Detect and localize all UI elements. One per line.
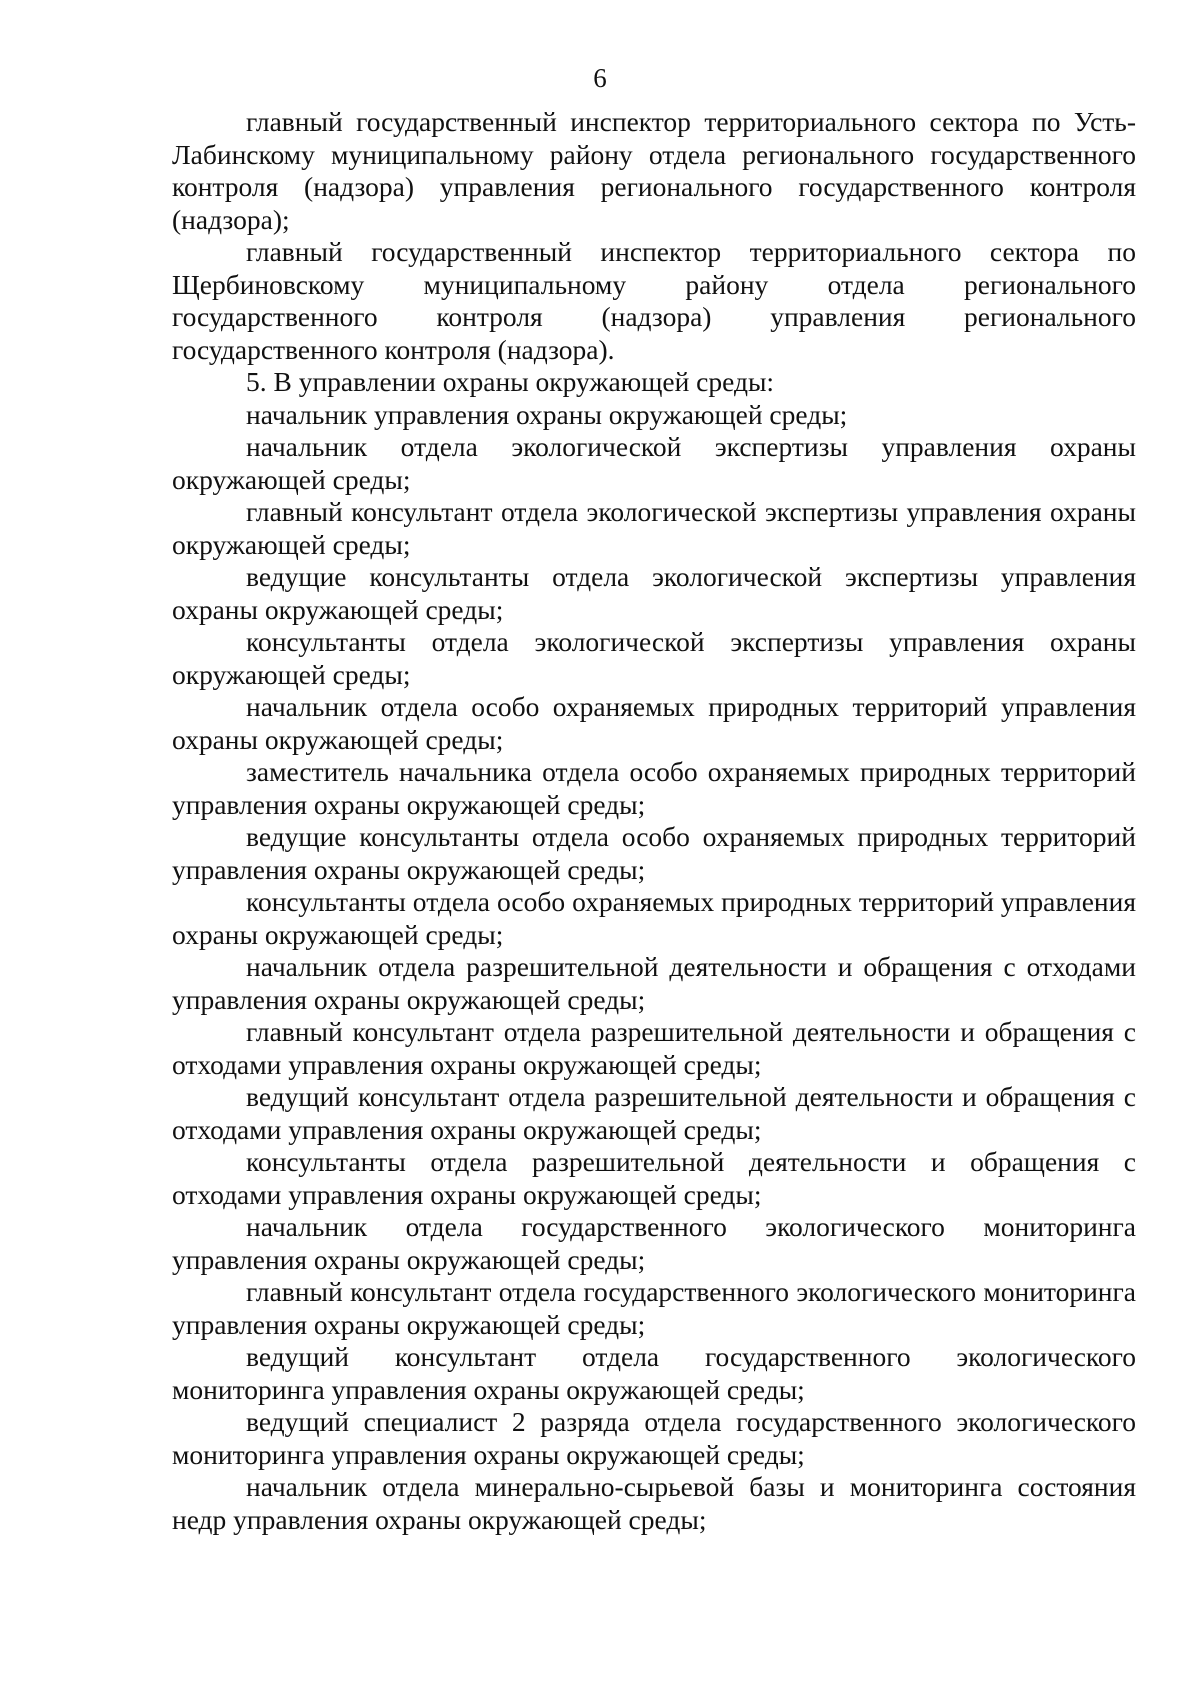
list-item: консультанты отдела разрешительной деятельности и обращения с отходами управления охраны окружающей среды; (172, 1146, 1136, 1210)
paragraph-ust-labinsk-inspector: главный государственный инспектор территориального сектора по Усть-Лабинскому муниципальному району отдела регионального государственного контроля (надзора) управления регионального государственного контроля (надзора); (172, 106, 1136, 235)
list-item: ведущие консультанты отдела особо охраняемых природных территорий управления охраны окружающей среды; (172, 821, 1136, 885)
list-item: ведущий консультант отдела разрешительной деятельности и обращения с отходами управления охраны окружающей среды; (172, 1081, 1136, 1145)
list-item: ведущий специалист 2 разряда отдела государственного экологического мониторинга управления охраны окружающей среды; (172, 1406, 1136, 1470)
list-item: главный консультант отдела государственного экологического мониторинга управления охраны окружающей среды; (172, 1276, 1136, 1340)
list-item: начальник отдела минерально-сырьевой базы и мониторинга состояния недр управления охраны окружающей среды; (172, 1471, 1136, 1535)
list-item: ведущие консультанты отдела экологической экспертизы управления охраны окружающей среды; (172, 561, 1136, 625)
list-item: начальник отдела экологической экспертизы управления охраны окружающей среды; (172, 431, 1136, 495)
section-heading-environment: 5. В управлении охраны окружающей среды: (246, 366, 775, 397)
document-body (172, 106, 1136, 1536)
list-item: начальник управления охраны окружающей среды; (246, 398, 848, 430)
list-item: начальник отдела особо охраняемых природных территорий управления охраны окружающей среды; (172, 691, 1136, 755)
list-item: консультанты отдела экологической экспертизы управления охраны окружающей среды; (172, 626, 1136, 690)
list-item: ведущий консультант отдела государственного экологического мониторинга управления охраны окружающей среды; (172, 1341, 1136, 1405)
list-item: начальник отдела разрешительной деятельности и обращения с отходами управления охраны окружающей среды; (172, 951, 1136, 1015)
list-item: главный консультант отдела экологической экспертизы управления охраны окружающей среды; (172, 496, 1136, 560)
paragraph-shcherbinovsk-inspector: главный государственный инспектор территориального сектора по Щербиновскому муниципальному району отдела регионального государственного контроля (надзора) управления регионального государственного контроля (надзора). (172, 236, 1136, 365)
page-number: 6 (593, 63, 607, 93)
list-item: консультанты отдела особо охраняемых природных территорий управления охраны окружающей среды; (172, 886, 1136, 950)
list-item: начальник отдела государственного экологического мониторинга управления охраны окружающей среды; (172, 1211, 1136, 1275)
list-item: главный консультант отдела разрешительной деятельности и обращения с отходами управления охраны окружающей среды; (172, 1016, 1136, 1080)
list-item: заместитель начальника отдела особо охраняемых природных территорий управления охраны окружающей среды; (172, 756, 1136, 820)
